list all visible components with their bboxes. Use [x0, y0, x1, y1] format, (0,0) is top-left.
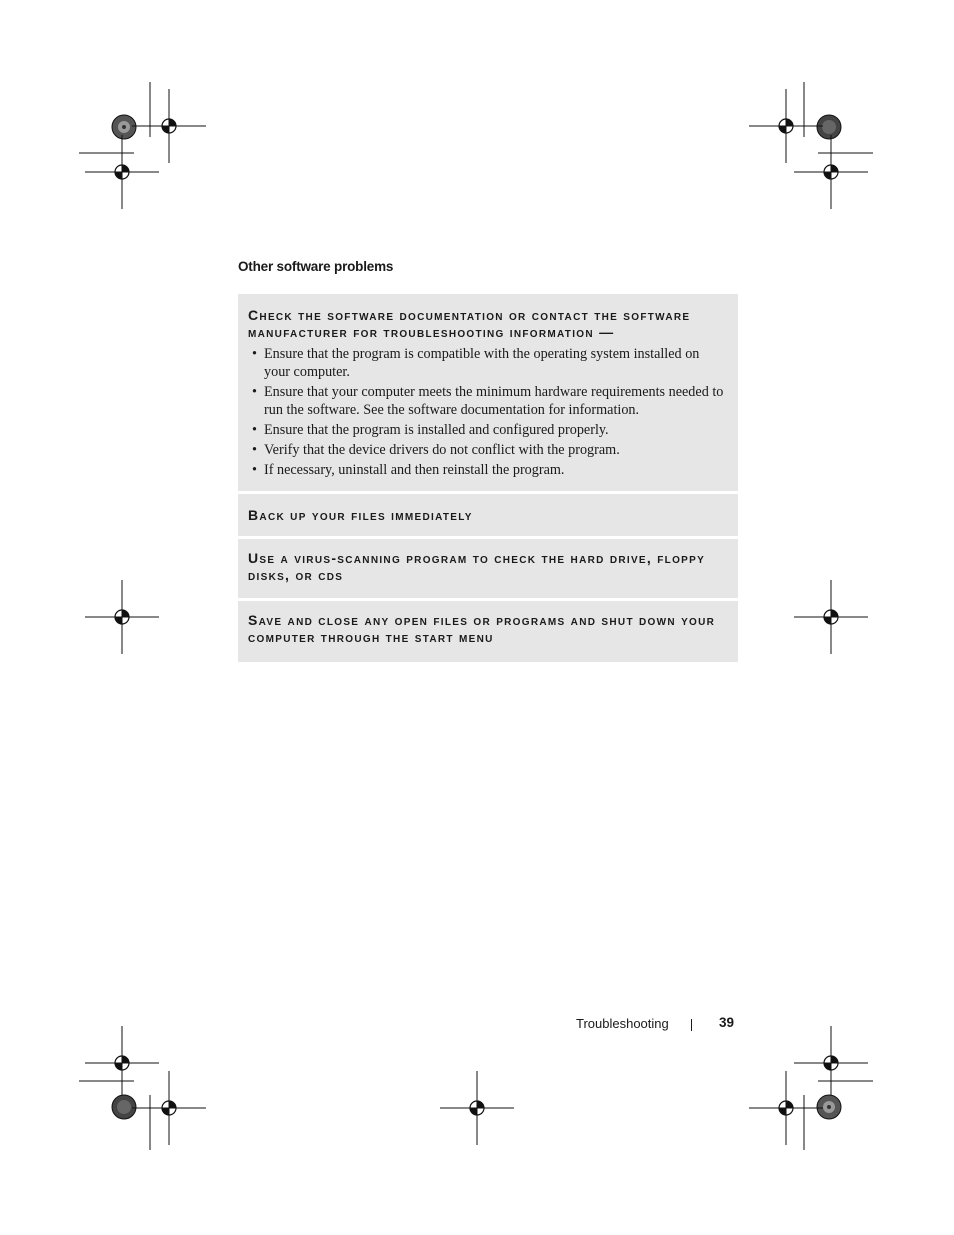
footer-chapter: Troubleshooting [576, 1016, 669, 1031]
step-panel-3 [238, 539, 738, 598]
color-wheel-icon [817, 115, 841, 139]
list-item: • Ensure that your computer meets the minimum hardware requirements needed to run the software. See the software documentation for information. [248, 383, 728, 419]
color-wheel-icon [112, 1095, 136, 1119]
step-panel-2 [238, 494, 738, 536]
step-heading: Save and close any open files or programs and shut down your computer through the start menu [248, 612, 716, 645]
color-wheel-icon [817, 1095, 841, 1119]
section-title: Other software problems [238, 259, 394, 274]
color-wheel-icon [112, 115, 136, 139]
step-bullet-list [248, 345, 728, 479]
step-panel-4 [238, 601, 738, 662]
page-number: 39 [719, 1015, 735, 1030]
list-item: • Verify that the device drivers do not conflict with the program. [248, 441, 728, 459]
list-item: • Ensure that the program is compatible with the operating system installed on your computer. [248, 345, 728, 381]
step-heading: Use a virus-scanning program to check the hard drive, floppy disks, or cds [248, 550, 706, 583]
step-panel-1 [238, 294, 738, 491]
step-heading: Back up your files immediately [248, 507, 473, 523]
list-item: • Ensure that the program is installed and configured properly. [248, 421, 728, 439]
footer-divider [691, 1019, 692, 1031]
list-item: • If necessary, uninstall and then reinstall the program. [248, 461, 728, 479]
step-heading: Check the software documentation or contact the software manufacturer for troubleshooting information — [248, 307, 691, 340]
